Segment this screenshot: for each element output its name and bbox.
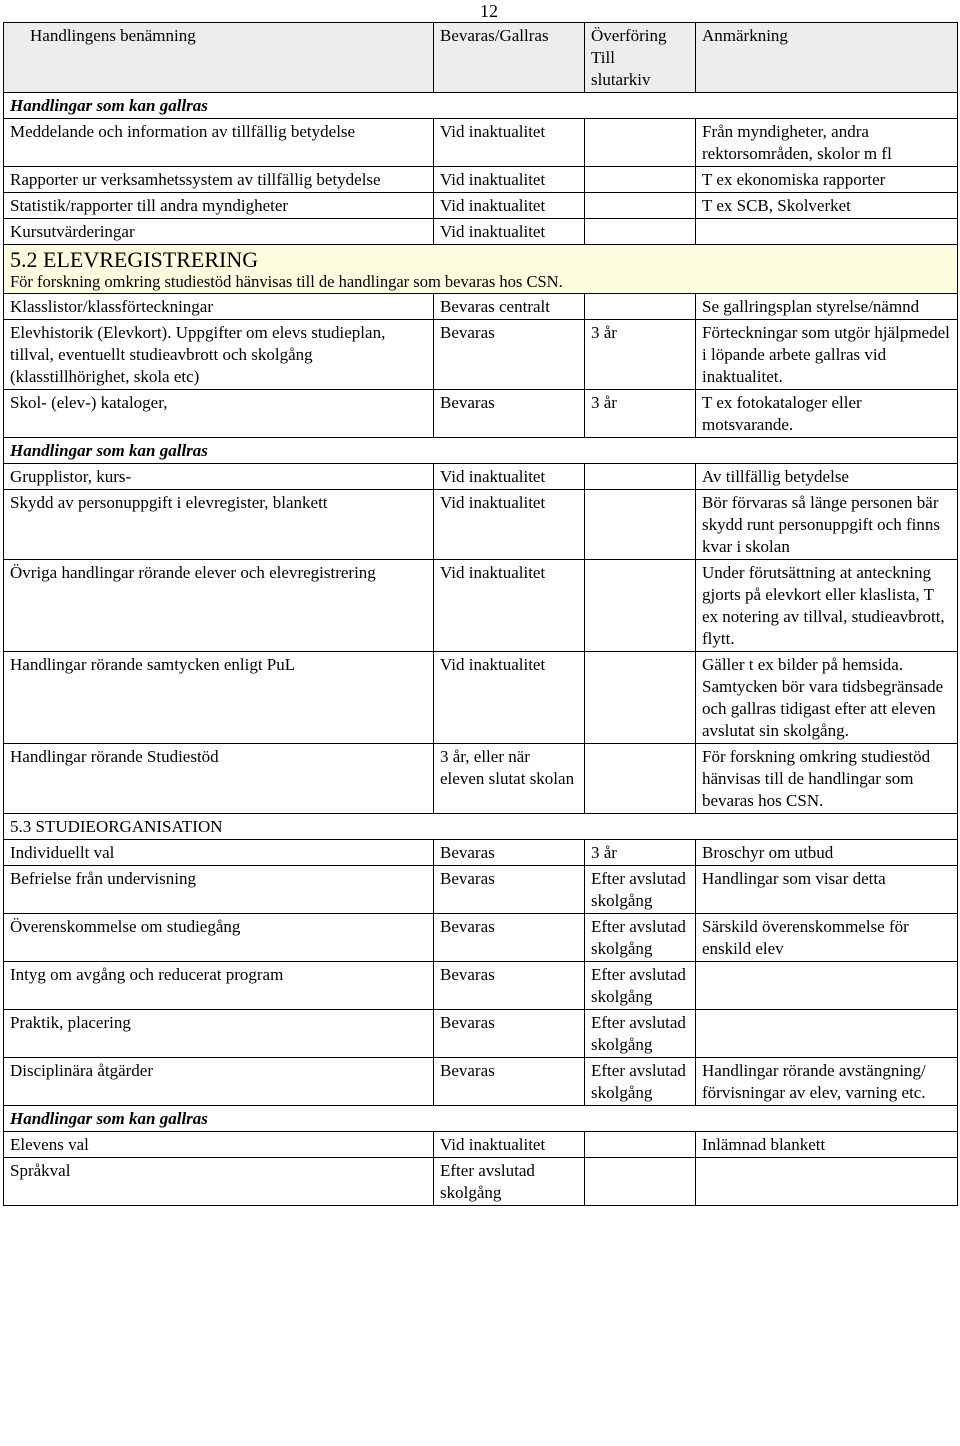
cell-name: Skydd av personuppgift i elevregister, blankett bbox=[4, 490, 434, 560]
cell-name: Övriga handlingar rörande elever och elevregistrering bbox=[4, 560, 434, 652]
cell-note: Förteckningar som utgör hjälpmedel i löpande arbete gallras vid inaktualitet. bbox=[696, 320, 958, 390]
cell-note: Handlingar rörande avstängning/ förvisningar av elev, varning etc. bbox=[696, 1058, 958, 1106]
cell-status: Vid inaktualitet bbox=[434, 193, 585, 219]
cell-name: Statistik/rapporter till andra myndigheter bbox=[4, 193, 434, 219]
section-subtitle: För forskning omkring studiestöd hänvisas till de handlingar som bevaras hos CSN. bbox=[10, 272, 563, 291]
records-table bbox=[3, 22, 958, 1206]
table-row bbox=[4, 1058, 958, 1106]
section-heading bbox=[4, 245, 958, 294]
cell-name: Språkval bbox=[4, 1158, 434, 1206]
header-bevaras: Bevaras/Gallras bbox=[434, 23, 585, 93]
cell-transfer bbox=[585, 193, 696, 219]
group-title-row bbox=[4, 438, 958, 464]
group-title: Handlingar som kan gallras bbox=[4, 1106, 958, 1132]
cell-name: Intyg om avgång och reducerat program bbox=[4, 962, 434, 1010]
cell-status: Bevaras bbox=[434, 390, 585, 438]
table-header bbox=[4, 23, 958, 93]
cell-name: Elevhistorik (Elevkort). Uppgifter om elevs studieplan, tillval, eventuellt studieavbrott och skolgång (klasstillhörighet, skola etc) bbox=[4, 320, 434, 390]
cell-name: Skol- (elev-) kataloger, bbox=[4, 390, 434, 438]
cell-name: Rapporter ur verksamhetssystem av tillfällig betydelse bbox=[4, 167, 434, 193]
cell-note: T ex SCB, Skolverket bbox=[696, 193, 958, 219]
table-row bbox=[4, 193, 958, 219]
cell-status: 3 år, eller när eleven slutat skolan bbox=[434, 744, 585, 814]
table-row bbox=[4, 560, 958, 652]
cell-note: Handlingar som visar detta bbox=[696, 866, 958, 914]
cell-note bbox=[696, 962, 958, 1010]
header-overforing bbox=[585, 23, 696, 93]
cell-transfer bbox=[585, 744, 696, 814]
cell-transfer bbox=[585, 219, 696, 245]
cell-name: Elevens val bbox=[4, 1132, 434, 1158]
cell-transfer: 3 år bbox=[585, 840, 696, 866]
table-row bbox=[4, 119, 958, 167]
group-title: Handlingar som kan gallras bbox=[4, 93, 958, 119]
table-row bbox=[4, 866, 958, 914]
cell-name: Kursutvärderingar bbox=[4, 219, 434, 245]
cell-transfer bbox=[585, 1158, 696, 1206]
cell-status: Vid inaktualitet bbox=[434, 464, 585, 490]
cell-transfer: Efter avslutad skolgång bbox=[585, 1058, 696, 1106]
cell-transfer: 3 år bbox=[585, 390, 696, 438]
group-title-row bbox=[4, 93, 958, 119]
cell-transfer bbox=[585, 652, 696, 744]
cell-transfer: Efter avslutad skolgång bbox=[585, 1010, 696, 1058]
section-title: 5.3 STUDIEORGANISATION bbox=[4, 814, 958, 840]
cell-note: Av tillfällig betydelse bbox=[696, 464, 958, 490]
cell-transfer bbox=[585, 167, 696, 193]
cell-note: Under förutsättning at anteckning gjorts på elevkort eller klaslista, T ex notering av tillval, studieavbrott, flytt. bbox=[696, 560, 958, 652]
cell-status: Bevaras bbox=[434, 1010, 585, 1058]
cell-name: Handlingar rörande samtycken enligt PuL bbox=[4, 652, 434, 744]
cell-note: Från myndigheter, andra rektorsområden, skolor m fl bbox=[696, 119, 958, 167]
table-row bbox=[4, 390, 958, 438]
cell-note bbox=[696, 1158, 958, 1206]
cell-status: Vid inaktualitet bbox=[434, 1132, 585, 1158]
cell-status: Bevaras bbox=[434, 962, 585, 1010]
table-row bbox=[4, 294, 958, 320]
cell-name: Befrielse från undervisning bbox=[4, 866, 434, 914]
cell-transfer: Efter avslutad skolgång bbox=[585, 962, 696, 1010]
cell-status: Bevaras centralt bbox=[434, 294, 585, 320]
cell-name: Handlingar rörande Studiestöd bbox=[4, 744, 434, 814]
cell-status: Vid inaktualitet bbox=[434, 652, 585, 744]
cell-transfer bbox=[585, 294, 696, 320]
cell-status: Vid inaktualitet bbox=[434, 119, 585, 167]
cell-note bbox=[696, 1010, 958, 1058]
cell-status: Vid inaktualitet bbox=[434, 219, 585, 245]
cell-note: Bör förvaras så länge personen bär skydd runt personuppgift och finns kvar i skolan bbox=[696, 490, 958, 560]
cell-note bbox=[696, 219, 958, 245]
group-title: Handlingar som kan gallras bbox=[4, 438, 958, 464]
table-row bbox=[4, 219, 958, 245]
cell-status: Vid inaktualitet bbox=[434, 560, 585, 652]
cell-note: T ex ekonomiska rapporter bbox=[696, 167, 958, 193]
cell-note: Se gallringsplan styrelse/nämnd bbox=[696, 294, 958, 320]
table-row bbox=[4, 1158, 958, 1206]
cell-transfer: Efter avslutad skolgång bbox=[585, 866, 696, 914]
cell-note: T ex fotokataloger eller motsvarande. bbox=[696, 390, 958, 438]
section-heading-row bbox=[4, 814, 958, 840]
cell-transfer: Efter avslutad skolgång bbox=[585, 914, 696, 962]
cell-transfer bbox=[585, 560, 696, 652]
cell-transfer bbox=[585, 464, 696, 490]
cell-name: Grupplistor, kurs- bbox=[4, 464, 434, 490]
table-row bbox=[4, 652, 958, 744]
cell-name: Klasslistor/klassförteckningar bbox=[4, 294, 434, 320]
cell-status: Bevaras bbox=[434, 914, 585, 962]
page-number: 12 bbox=[480, 1, 498, 21]
cell-note: Inlämnad blankett bbox=[696, 1132, 958, 1158]
group-title-row bbox=[4, 1106, 958, 1132]
cell-note: Särskild överenskommelse för enskild elev bbox=[696, 914, 958, 962]
table-row bbox=[4, 167, 958, 193]
cell-note: Broschyr om utbud bbox=[696, 840, 958, 866]
cell-status: Efter avslutad skolgång bbox=[434, 1158, 585, 1206]
table-row bbox=[4, 744, 958, 814]
cell-name: Disciplinära åtgärder bbox=[4, 1058, 434, 1106]
header-overforing-line3: slutarkiv bbox=[591, 70, 651, 89]
cell-name: Meddelande och information av tillfällig betydelse bbox=[4, 119, 434, 167]
section-title: 5.2 ELEVREGISTRERING bbox=[10, 247, 259, 272]
table-row bbox=[4, 1010, 958, 1058]
header-overforing-line1: Överföring bbox=[591, 26, 667, 45]
cell-status: Bevaras bbox=[434, 320, 585, 390]
header-anmarkning: Anmärkning bbox=[696, 23, 958, 93]
table-row bbox=[4, 464, 958, 490]
header-overforing-line2: Till bbox=[591, 48, 615, 67]
cell-status: Bevaras bbox=[434, 840, 585, 866]
cell-name: Praktik, placering bbox=[4, 1010, 434, 1058]
table-row bbox=[4, 914, 958, 962]
section-heading-row bbox=[4, 245, 958, 294]
cell-transfer bbox=[585, 1132, 696, 1158]
table-row bbox=[4, 840, 958, 866]
cell-transfer: 3 år bbox=[585, 320, 696, 390]
cell-transfer bbox=[585, 490, 696, 560]
cell-status: Vid inaktualitet bbox=[434, 490, 585, 560]
header-name: Handlingens benämning bbox=[4, 23, 434, 93]
cell-transfer bbox=[585, 119, 696, 167]
cell-note: Gäller t ex bilder på hemsida. Samtycken bör vara tidsbegränsade och gallras tidigast efter att eleven avslutat sin skolgång. bbox=[696, 652, 958, 744]
cell-status: Vid inaktualitet bbox=[434, 167, 585, 193]
cell-note: För forskning omkring studiestöd hänvisas till de handlingar som bevaras hos CSN. bbox=[696, 744, 958, 814]
cell-status: Bevaras bbox=[434, 1058, 585, 1106]
table-row bbox=[4, 320, 958, 390]
cell-name: Överenskommelse om studiegång bbox=[4, 914, 434, 962]
cell-name: Individuellt val bbox=[4, 840, 434, 866]
table-row bbox=[4, 1132, 958, 1158]
table-row bbox=[4, 962, 958, 1010]
table-row bbox=[4, 490, 958, 560]
cell-status: Bevaras bbox=[434, 866, 585, 914]
